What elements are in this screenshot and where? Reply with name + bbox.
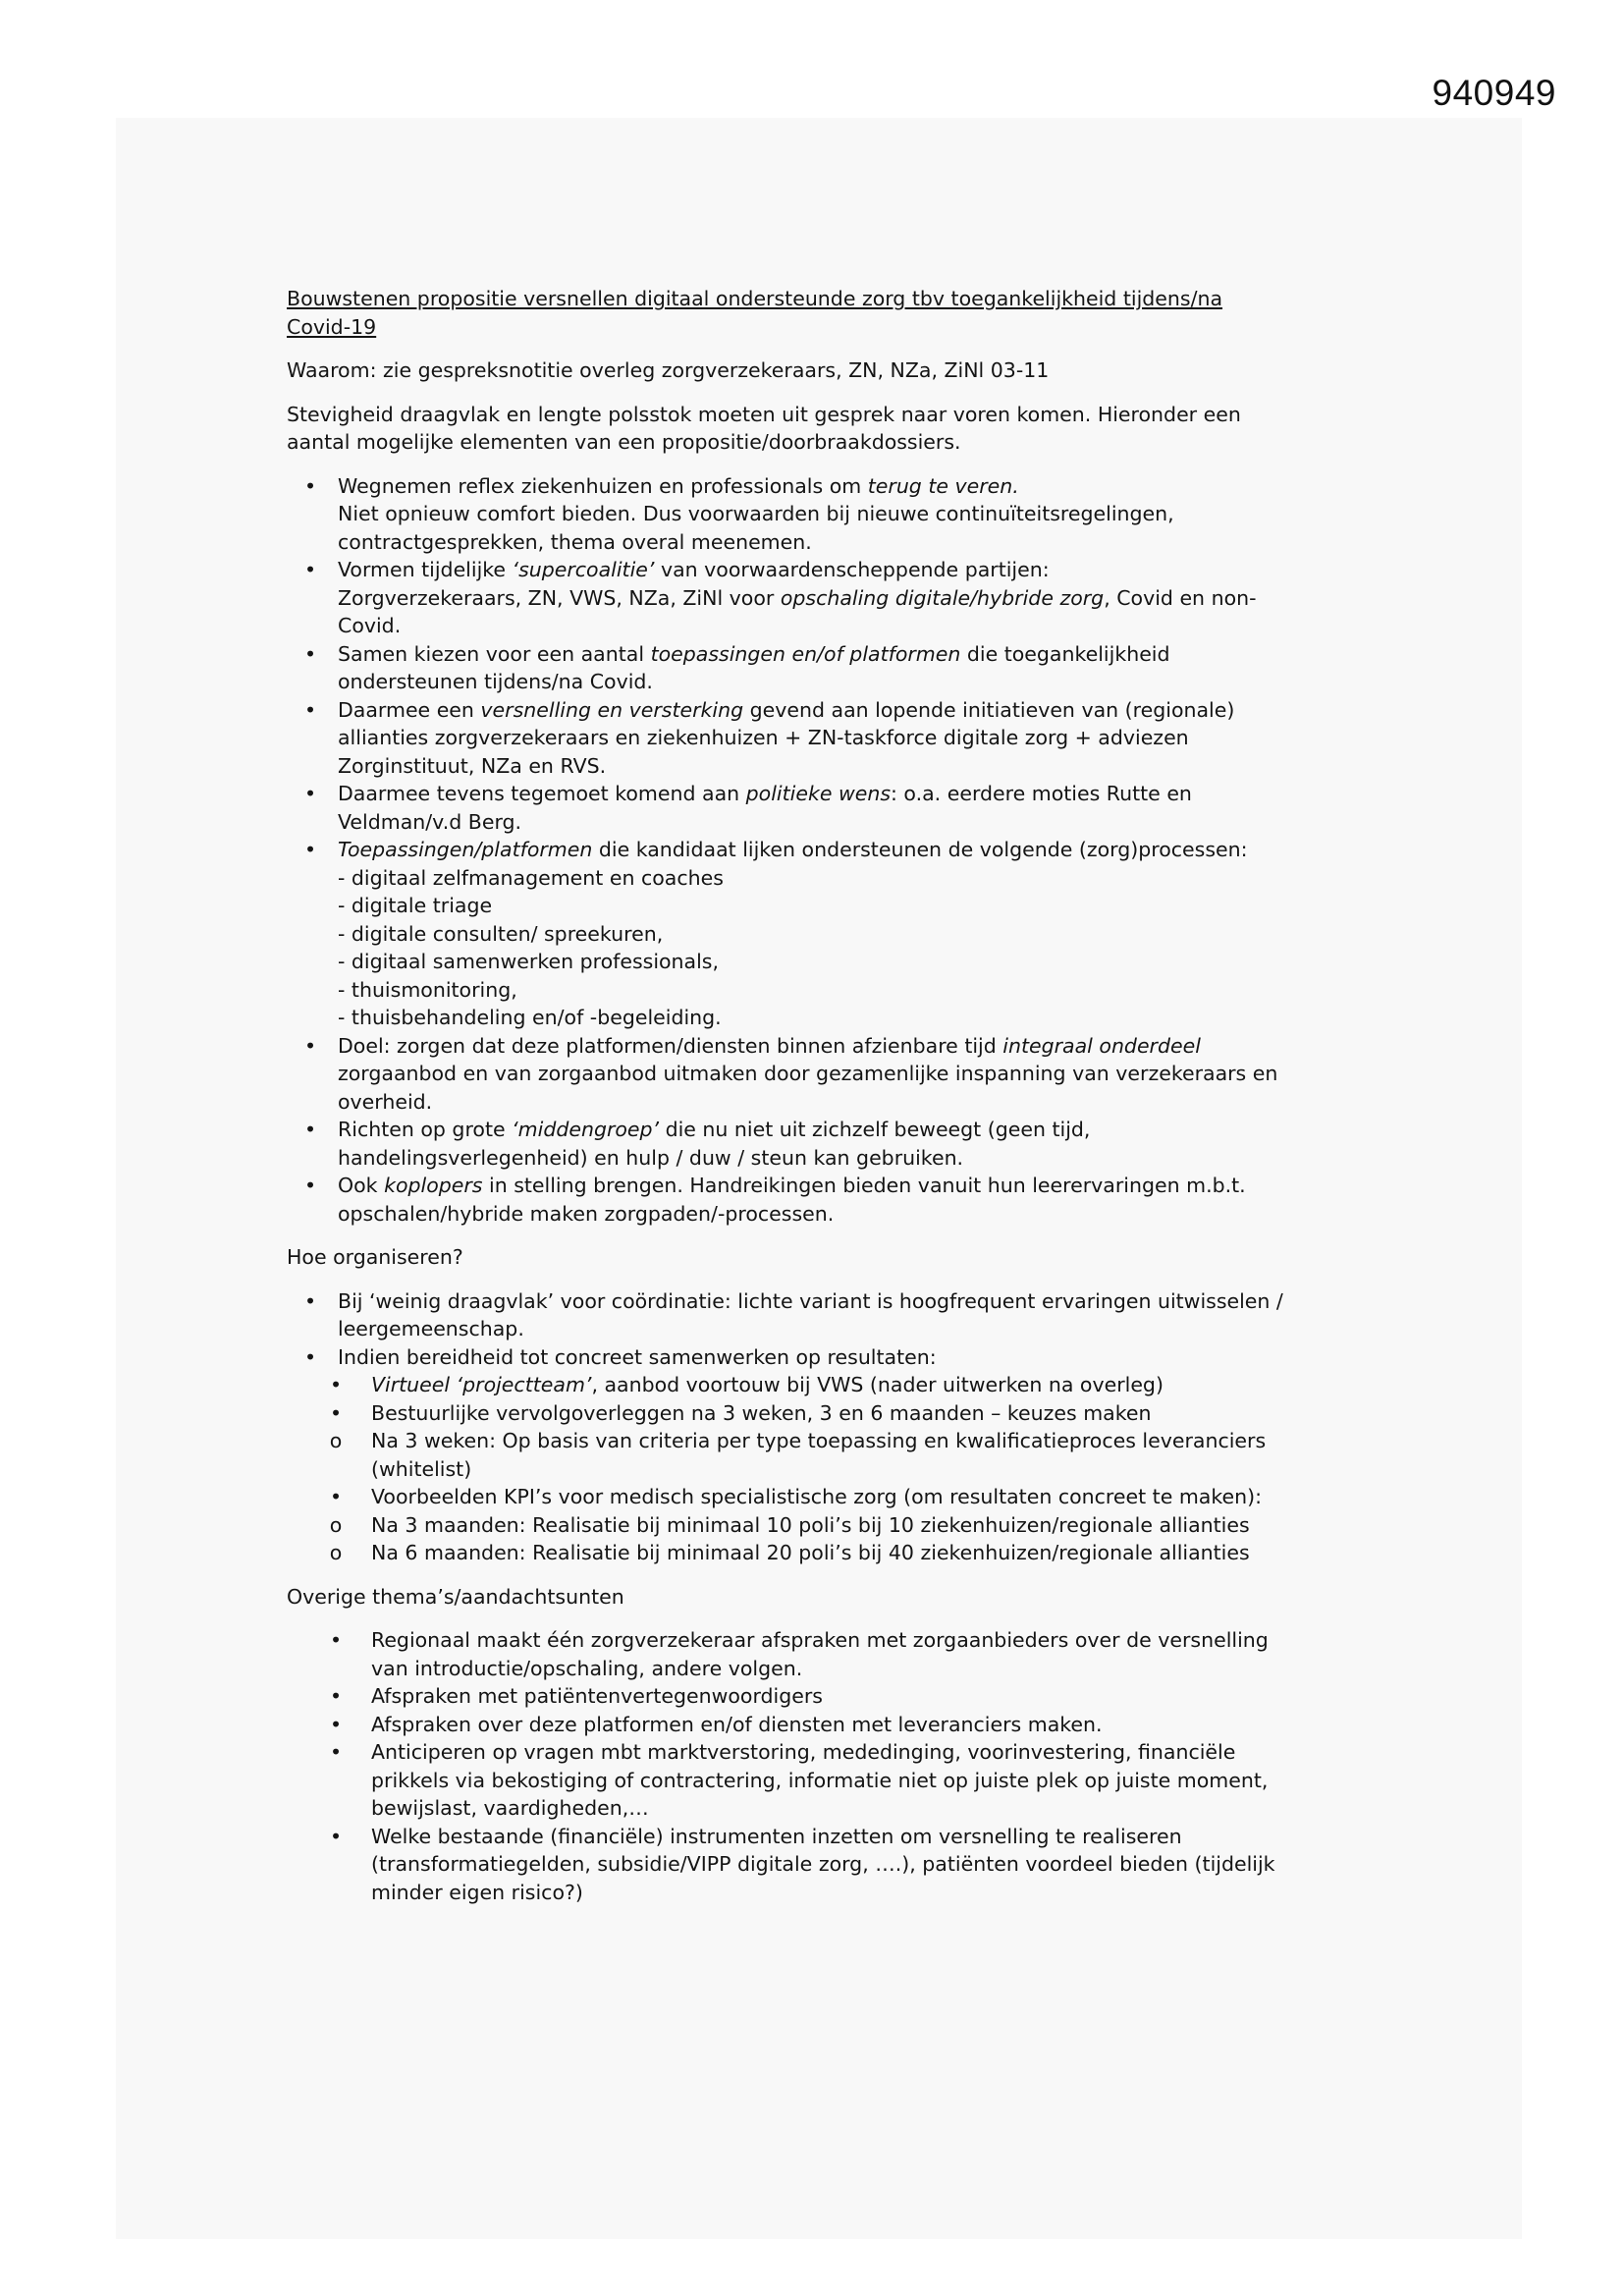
list-item <box>287 1399 1347 1428</box>
waarom-paragraph: Waarom: zie gespreksnotitie overleg zorgverzekeraars, ZN, NZa, ZiNl 03-11 <box>287 358 1050 382</box>
text-line: Na 6 maanden: Realisatie bij minimaal 20 poli’s bij 40 ziekenhuizen/regionale allianties <box>371 1541 1250 1564</box>
bullet-icon: • <box>303 782 317 805</box>
text-line: Na 3 maanden: Realisatie bij minimaal 10 poli’s bij 10 ziekenhuizen/regionale allianties <box>371 1512 1250 1537</box>
bullet-icon: • <box>303 697 317 722</box>
text-segment: Richten op grote <box>338 1118 513 1141</box>
text-line: Covid. <box>338 614 402 637</box>
list-item <box>287 1511 1347 1540</box>
text-line: (whitelist) <box>371 1456 472 1481</box>
process-item: - thuisbehandeling en/of -begeleiding. <box>338 1006 722 1029</box>
list-item <box>287 640 1347 696</box>
text-segment: van voorwaardenscheppende partijen: <box>654 558 1050 581</box>
text-segment: : o.a. eerdere moties Rutte en <box>891 782 1192 805</box>
text-segment: die toegankelijkheid <box>960 641 1170 666</box>
title-line-1: Bouwstenen propositie versnellen digitaal ondersteunde zorg tbv toegankelijkheid tijdens/na <box>287 287 1223 310</box>
text-segment: , Covid en non- <box>1104 585 1257 610</box>
emphasis-text: ‘supercoalitie’ <box>512 558 655 581</box>
text-line: ondersteunen tijdens/na Covid. <box>338 670 653 693</box>
text-line: Regionaal maakt één zorgverzekeraar afspraken met zorgaanbieders over de versnelling <box>371 1628 1269 1652</box>
intro-paragraph <box>287 401 1347 457</box>
text-line: contractgesprekken, thema overal meenemen. <box>338 529 812 554</box>
bullet-icon: • <box>303 1033 317 1058</box>
list-item <box>287 836 1347 1032</box>
text-segment: Ook <box>338 1174 385 1197</box>
text-line: Welke bestaande (financiële) instrumenten inzetten om versnelling te realiseren <box>371 1824 1182 1848</box>
text-line: handelingsverlegenheid) en hulp / duw / steun kan gebruiken. <box>338 1145 964 1170</box>
emphasis-text: toepassingen en/of platformen <box>650 641 961 666</box>
title-line-2: Covid-19 <box>287 314 377 339</box>
process-item: - digitale triage <box>338 894 493 917</box>
list-item <box>287 1823 1347 1907</box>
text-line: (transformatiegelden, subsidie/VIPP digitale zorg, ….), patiënten voordeel bieden (tijdelijk <box>371 1852 1275 1876</box>
emphasis-text: politieke wens <box>745 782 891 805</box>
list-item <box>287 780 1347 836</box>
text-line: Afspraken over deze platformen en/of diensten met leveranciers maken. <box>371 1712 1103 1736</box>
text-line: Zorginstituut, NZa en RVS. <box>338 753 607 778</box>
text-segment: die nu niet uit zichzelf beweegt (geen tijd, <box>659 1118 1091 1141</box>
text-line: Indien bereidheid tot concreet samenwerken op resultaten: <box>338 1344 937 1369</box>
text-segment: , aanbod voortouw bij VWS (nader uitwerken na overleg) <box>591 1373 1164 1396</box>
bullet-icon: • <box>329 1684 343 1708</box>
bullet-icon: • <box>303 1344 317 1369</box>
process-item: - digitaal zelfmanagement en coaches <box>338 865 724 890</box>
process-item: - digitaal samenwerken professionals, <box>338 950 719 973</box>
text-line: prikkels via bekostiging of contractering, informatie niet op juiste plek op juiste moment, <box>371 1768 1269 1792</box>
document-number: 940949 <box>1432 73 1556 113</box>
list-item <box>287 1539 1347 1567</box>
list-item <box>287 1172 1347 1228</box>
text-segment: die kandidaat lijken ondersteunen de volgende (zorg)processen: <box>592 838 1248 861</box>
list-item <box>287 1626 1347 1682</box>
emphasis-text: terug te veren. <box>867 473 1019 498</box>
circle-bullet-icon: o <box>329 1429 343 1452</box>
document-body <box>287 285 1347 1906</box>
text-line: Bij ‘weinig draagvlak’ voor coördinatie: lichte variant is hoogfrequent ervaringen uitwisselen / <box>338 1288 1283 1313</box>
text-line: Bestuurlijke vervolgoverleggen na 3 weken, 3 en 6 maanden – keuzes maken <box>371 1400 1152 1425</box>
section-heading-overige-themas: Overige thema’s/aandachtsunten <box>287 1584 624 1609</box>
text-segment: Samen kiezen voor een aantal <box>338 641 651 666</box>
bullet-icon: • <box>329 1373 343 1396</box>
text-segment: Wegnemen reflex ziekenhuizen en professionals om <box>338 473 868 498</box>
bullet-icon: • <box>329 1740 343 1764</box>
text-line: overheid. <box>338 1089 433 1114</box>
bullet-icon: • <box>303 1118 317 1141</box>
list-item <box>287 1682 1347 1711</box>
bullet-icon: • <box>303 558 317 581</box>
bullet-icon: • <box>303 641 317 666</box>
list-item <box>287 1371 1347 1399</box>
emphasis-text: ‘middengroep’ <box>512 1118 660 1141</box>
circle-bullet-icon: o <box>329 1541 343 1564</box>
text-line: Niet opnieuw comfort bieden. Dus voorwaarden bij nieuwe continuïteitsregelingen, <box>338 502 1174 525</box>
hoe-sub-list <box>287 1371 1347 1567</box>
text-line: zorgaanbod en van zorgaanbod uitmaken door gezamenlijke inspanning van verzekeraars en <box>338 1062 1278 1085</box>
text-line: Veldman/v.d Berg. <box>338 809 522 834</box>
process-item: - thuismonitoring, <box>338 977 517 1002</box>
bullet-icon: • <box>303 1174 317 1197</box>
bullet-icon: • <box>329 1824 343 1848</box>
text-segment: Doel: zorgen dat deze platformen/diensten binnen afzienbare tijd <box>338 1033 1003 1058</box>
text-line: Na 3 weken: Op basis van criteria per type toepassing en kwalificatieproces leveranciers <box>371 1429 1267 1452</box>
emphasis-text: Toepassingen/platformen <box>338 838 593 861</box>
list-item <box>287 1738 1347 1823</box>
text-segment: gevend aan lopende initiatieven van (regionale) <box>743 697 1235 722</box>
text-line: allianties zorgverzekeraars en ziekenhuizen + ZN-taskforce digitale zorg + adviezen <box>338 726 1189 749</box>
emphasis-text: opschaling digitale/hybride zorg <box>780 585 1105 610</box>
text-segment: Daarmee een <box>338 697 481 722</box>
hoe-bullet-list <box>287 1287 1347 1372</box>
list-item <box>287 1483 1347 1511</box>
text-line: opschalen/hybride maken zorgpaden/-processen. <box>338 1201 835 1226</box>
emphasis-text: integraal onderdeel <box>1002 1033 1201 1058</box>
section-heading-hoe-organiseren: Hoe organiseren? <box>287 1245 463 1269</box>
intro-line-1: Stevigheid draagvlak en lengte polsstok moeten uit gesprek naar voren komen. Hieronder een <box>287 402 1241 426</box>
text-line: Voorbeelden KPI’s voor medisch specialistische zorg (om resultaten concreet te maken): <box>371 1485 1263 1508</box>
list-item <box>287 1032 1347 1117</box>
list-item <box>287 556 1347 640</box>
text-segment: Zorgverzekeraars, ZN, VWS, NZa, ZiNl voor <box>338 585 781 610</box>
bullet-icon: • <box>303 838 317 861</box>
list-item <box>287 1287 1347 1343</box>
text-line: minder eigen risico?) <box>371 1880 583 1904</box>
document-title <box>287 285 1347 341</box>
text-segment: Vormen tijdelijke <box>338 558 513 581</box>
intro-line-2: aantal mogelijke elementen van een propositie/doorbraakdossiers. <box>287 430 961 454</box>
list-item <box>287 696 1347 781</box>
list-item <box>287 1711 1347 1739</box>
list-item <box>287 1116 1347 1172</box>
list-item <box>287 472 1347 557</box>
main-bullet-list <box>287 472 1347 1229</box>
text-line: Anticiperen op vragen mbt marktverstoring, mededinging, voorinvestering, financiële <box>371 1740 1236 1764</box>
text-segment: Daarmee tevens tegemoet komend aan <box>338 782 746 805</box>
circle-bullet-icon: o <box>329 1512 343 1537</box>
emphasis-text: versnelling en versterking <box>480 697 744 722</box>
text-line: Afspraken met patiëntenvertegenwoordigers <box>371 1684 823 1708</box>
text-line: leergemeenschap. <box>338 1317 524 1340</box>
bullet-icon: • <box>303 473 317 498</box>
overige-bullet-list <box>287 1626 1347 1906</box>
text-segment: in stelling brengen. Handreikingen bieden vanuit hun leerervaringen m.b.t. <box>482 1174 1246 1197</box>
bullet-icon: • <box>329 1712 343 1736</box>
bullet-icon: • <box>303 1288 317 1313</box>
emphasis-text: koplopers <box>384 1174 483 1197</box>
list-item <box>287 1343 1347 1372</box>
text-line: bewijslast, vaardigheden,… <box>371 1796 649 1820</box>
bullet-icon: • <box>329 1400 343 1425</box>
bullet-icon: • <box>329 1485 343 1508</box>
bullet-icon: • <box>329 1628 343 1652</box>
text-line: van introductie/opschaling, andere volgen. <box>371 1656 803 1680</box>
list-item <box>287 1427 1347 1483</box>
emphasis-text: Virtueel ‘projectteam’ <box>371 1373 592 1396</box>
process-item: - digitale consulten/ spreekuren, <box>338 921 664 946</box>
